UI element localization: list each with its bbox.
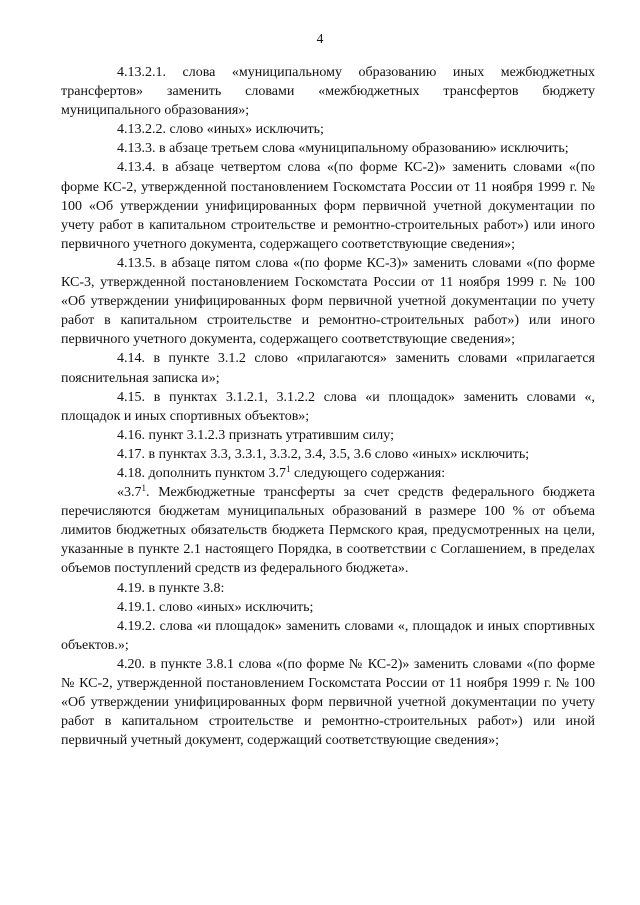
paragraph-4-19-2 [61, 617, 595, 655]
paragraph-4-18 [61, 464, 595, 483]
superscript: 1 [286, 463, 291, 474]
paragraph-text-continued: . Межбюджетные трансферты за счет средств федерального бюджета перечисляются бюджетам муниципальных образований в размере 100 % от объема лимитов бюджетных обязательств бюджета Пермского края, предусмотренных на цели, указанные в пункте 2.1 настоящего Порядка, в соответствии с Соглашением, в пределах объемов поступлений средств из федерального бюджета». [61, 485, 595, 577]
paragraph-4-13-2-1 [61, 63, 595, 120]
paragraph-4-14 [61, 349, 595, 387]
paragraph-text: 4.19.1. слово «иных» исключить; [117, 599, 314, 615]
page-number: 4 [316, 31, 324, 46]
document-body [61, 63, 595, 750]
paragraph-4-13-2-2 [61, 120, 595, 139]
paragraph-4-15 [61, 388, 595, 426]
paragraph-text: 4.13.4. в абзаце четвертом слова «(по форме КС-2)» заменить словами «(по форме КС-2, утвержденной постановлением Госкомстата России от 11 ноября 1999 г. № 100 «Об утверждении унифицированных форм первичной учетной документации по учету работ в капитальном строительстве и ремонтно-строительных работ») или иного первичного учетного документа, содержащего соответствующие сведения»; [61, 160, 595, 252]
paragraph-text: 4.19. в пункте 3.8: [117, 580, 225, 596]
paragraph-3-7-1-quote [61, 483, 595, 578]
paragraph-4-19 [61, 579, 595, 598]
paragraph-text: «3.7 [117, 485, 142, 501]
paragraph-text: 4.20. в пункте 3.8.1 слова «(по форме № КС-2)» заменить словами «(по форме № КС-2, утвержденной постановлением Госкомстата России от 11 ноября 1999 г. № 100 «Об утверждении унифицированных форм первичной учетной документации по учету работ в капитальном строительстве и ремонтно-строительных работ») или иной первичный учетный документ, содержащий соответствующие сведения»; [61, 656, 595, 749]
paragraph-4-16 [61, 426, 595, 445]
paragraph-text: 4.13.2.2. слово «иных» исключить; [117, 122, 324, 138]
paragraph-text: 4.19.2. слова «и площадок» заменить словами «, площадок и иных спортивных объектов.»; [61, 618, 595, 653]
paragraph-4-19-1 [61, 598, 595, 617]
paragraph-text: 4.14. в пункте 3.1.2 слово «прилагаются» заменить словами «прилагается пояснительная записка и»; [61, 351, 595, 386]
paragraph-text: 4.18. дополнить пунктом 3.7 [117, 465, 287, 481]
paragraph-4-13-4 [61, 158, 595, 253]
superscript: 1 [141, 483, 146, 494]
paragraph-4-13-5 [61, 254, 595, 349]
paragraph-text-continued: следующего содержания: [290, 465, 446, 481]
paragraph-4-13-3 [61, 139, 595, 158]
paragraph-text: 4.15. в пунктах 3.1.2.1, 3.1.2.2 слова «и площадок» заменить словами «, площадок и иных спортивных объектов»; [61, 389, 595, 424]
paragraph-text: 4.13.2.1. слова «муниципальному образованию иных межбюджетных трансфертов» заменить словами «межбюджетных трансфертов бюджету муниципального образования»; [61, 65, 595, 119]
paragraph-4-20 [61, 655, 595, 750]
paragraph-text: 4.16. пункт 3.1.2.3 признать утратившим силу; [117, 427, 394, 443]
paragraph-text: 4.17. в пунктах 3.3, 3.3.1, 3.3.2, 3.4, 3.5, 3.6 слово «иных» исключить; [117, 446, 530, 462]
paragraph-text: 4.13.5. в абзаце пятом слова «(по форме КС-3)» заменить словами «(по форме КС-3, утвержденной постановлением Госкомстата России от 11 ноября 1999 г. № 100 «Об утверждении унифицированных форм первичной учетной документации по учету работ в капитальном строительстве и ремонтно-строительных работ») или иного первичного учетного документа, содержащего соответствующие сведения»; [61, 255, 595, 348]
paragraph-4-17 [61, 445, 595, 464]
paragraph-text: 4.13.3. в абзаце третьем слова «муниципальному образованию» исключить; [117, 141, 569, 157]
